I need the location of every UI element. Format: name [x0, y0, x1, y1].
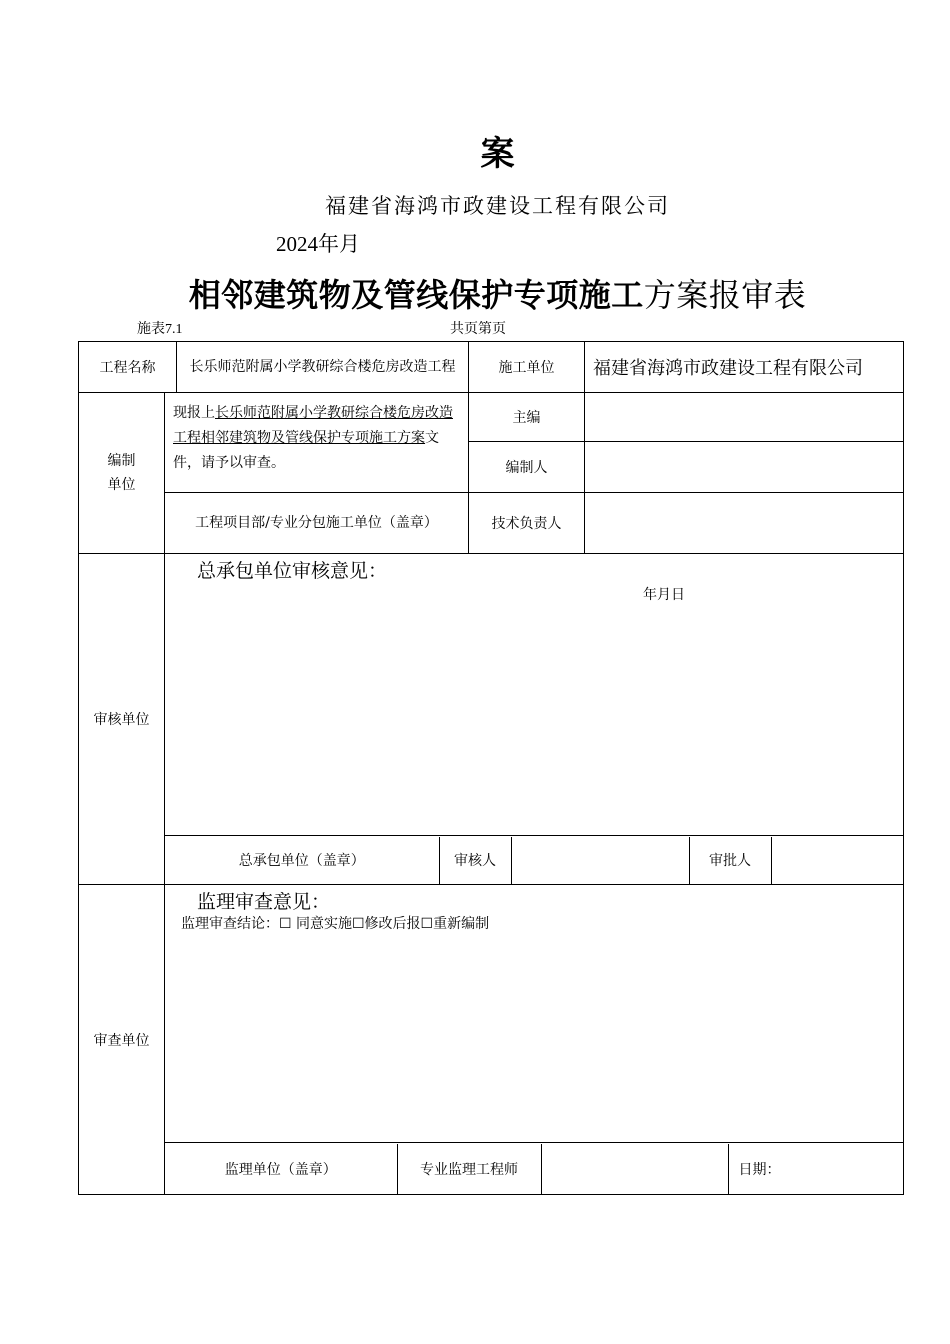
- review-opinion-row: [79, 554, 904, 836]
- report-prefix: 现报上: [173, 405, 215, 421]
- supervision-sign-cell: [165, 1143, 904, 1195]
- compiler-value[interactable]: [585, 441, 904, 492]
- project-name-label: 工程名称: [79, 342, 177, 393]
- project-row: [79, 342, 904, 393]
- form-title-bold: 相邻建筑物及管线保护专项施工: [188, 276, 644, 314]
- review-unit-label: 审核单位: [79, 554, 165, 885]
- compile-unit-label-line1: 编制: [107, 453, 136, 469]
- review-sign-table: [165, 837, 904, 884]
- cover-title-char: 案: [480, 134, 515, 174]
- form-title-rest: 方案报审表: [643, 276, 807, 314]
- chief-editor-label: 主编: [469, 393, 585, 442]
- compiler-label: 编制人: [469, 441, 585, 492]
- form-code: 施表7.1: [137, 322, 183, 337]
- supervision-opinion-title: 监理审查意见：: [197, 891, 331, 913]
- compile-unit-label-line2: 单位: [107, 477, 136, 493]
- report-document-name: 长乐师范附属小学教研综合楼危房改造工程相邻建筑物及管线保护专项施工方案: [173, 405, 453, 446]
- date-label: 日期：: [728, 1144, 904, 1194]
- supervision-conclusion: 监理审查结论：☐ 同意实施☐修改后报☐重新编制: [181, 916, 490, 932]
- cover-company-name: 福建省海鸿市政建设工程有限公司: [325, 194, 670, 218]
- compile-unit-label: [79, 393, 165, 554]
- approval-form-table: [78, 341, 904, 1195]
- project-dept-seal-label: 工程项目部/专业分包施工单位（盖章）: [165, 493, 469, 554]
- cover-date: 2024年月: [276, 232, 360, 256]
- supervision-opinion-area[interactable]: [165, 885, 904, 1143]
- form-pages: 共页第页: [450, 322, 506, 337]
- review-sign-row: [79, 836, 904, 885]
- construction-unit-value: 福建省海鸿市政建设工程有限公司: [585, 342, 904, 393]
- supervision-engineer-value[interactable]: [541, 1144, 728, 1194]
- report-suffix: 文件，请予以审查。: [173, 430, 439, 471]
- review-opinion-title: 总承包单位审核意见：: [197, 560, 388, 582]
- review-opinion-area[interactable]: [165, 554, 904, 836]
- tech-lead-label: 技术负责人: [469, 493, 585, 554]
- chief-editor-row: [79, 393, 904, 442]
- general-contractor-seal-label: 总承包单位（盖章）: [238, 853, 365, 869]
- supervision-opinion-row: [79, 885, 904, 1143]
- review-date: 年月日: [643, 587, 685, 603]
- reviewer-value[interactable]: [511, 837, 689, 884]
- supervision-sign-row: [79, 1143, 904, 1195]
- tech-lead-value[interactable]: [585, 493, 904, 554]
- approver-label: 审批人: [689, 837, 771, 884]
- review-sign-cell: [165, 836, 904, 885]
- construction-unit-label: 施工单位: [469, 342, 585, 393]
- project-name-value: 长乐师范附属小学教研综合楼危房改造工程: [177, 342, 469, 393]
- approver-value[interactable]: [771, 837, 904, 884]
- inspect-unit-label: 审查单位: [79, 885, 165, 1195]
- supervision-seal-label: 监理单位（盖章）: [224, 1161, 337, 1178]
- supervision-engineer-label: 专业监理工程师: [397, 1144, 541, 1194]
- reviewer-label: 审核人: [439, 837, 511, 884]
- report-statement: [165, 393, 469, 493]
- supervision-sign-table: [165, 1144, 904, 1194]
- form-title: [0, 270, 950, 316]
- tech-lead-row: [79, 493, 904, 554]
- chief-editor-value[interactable]: [585, 393, 904, 442]
